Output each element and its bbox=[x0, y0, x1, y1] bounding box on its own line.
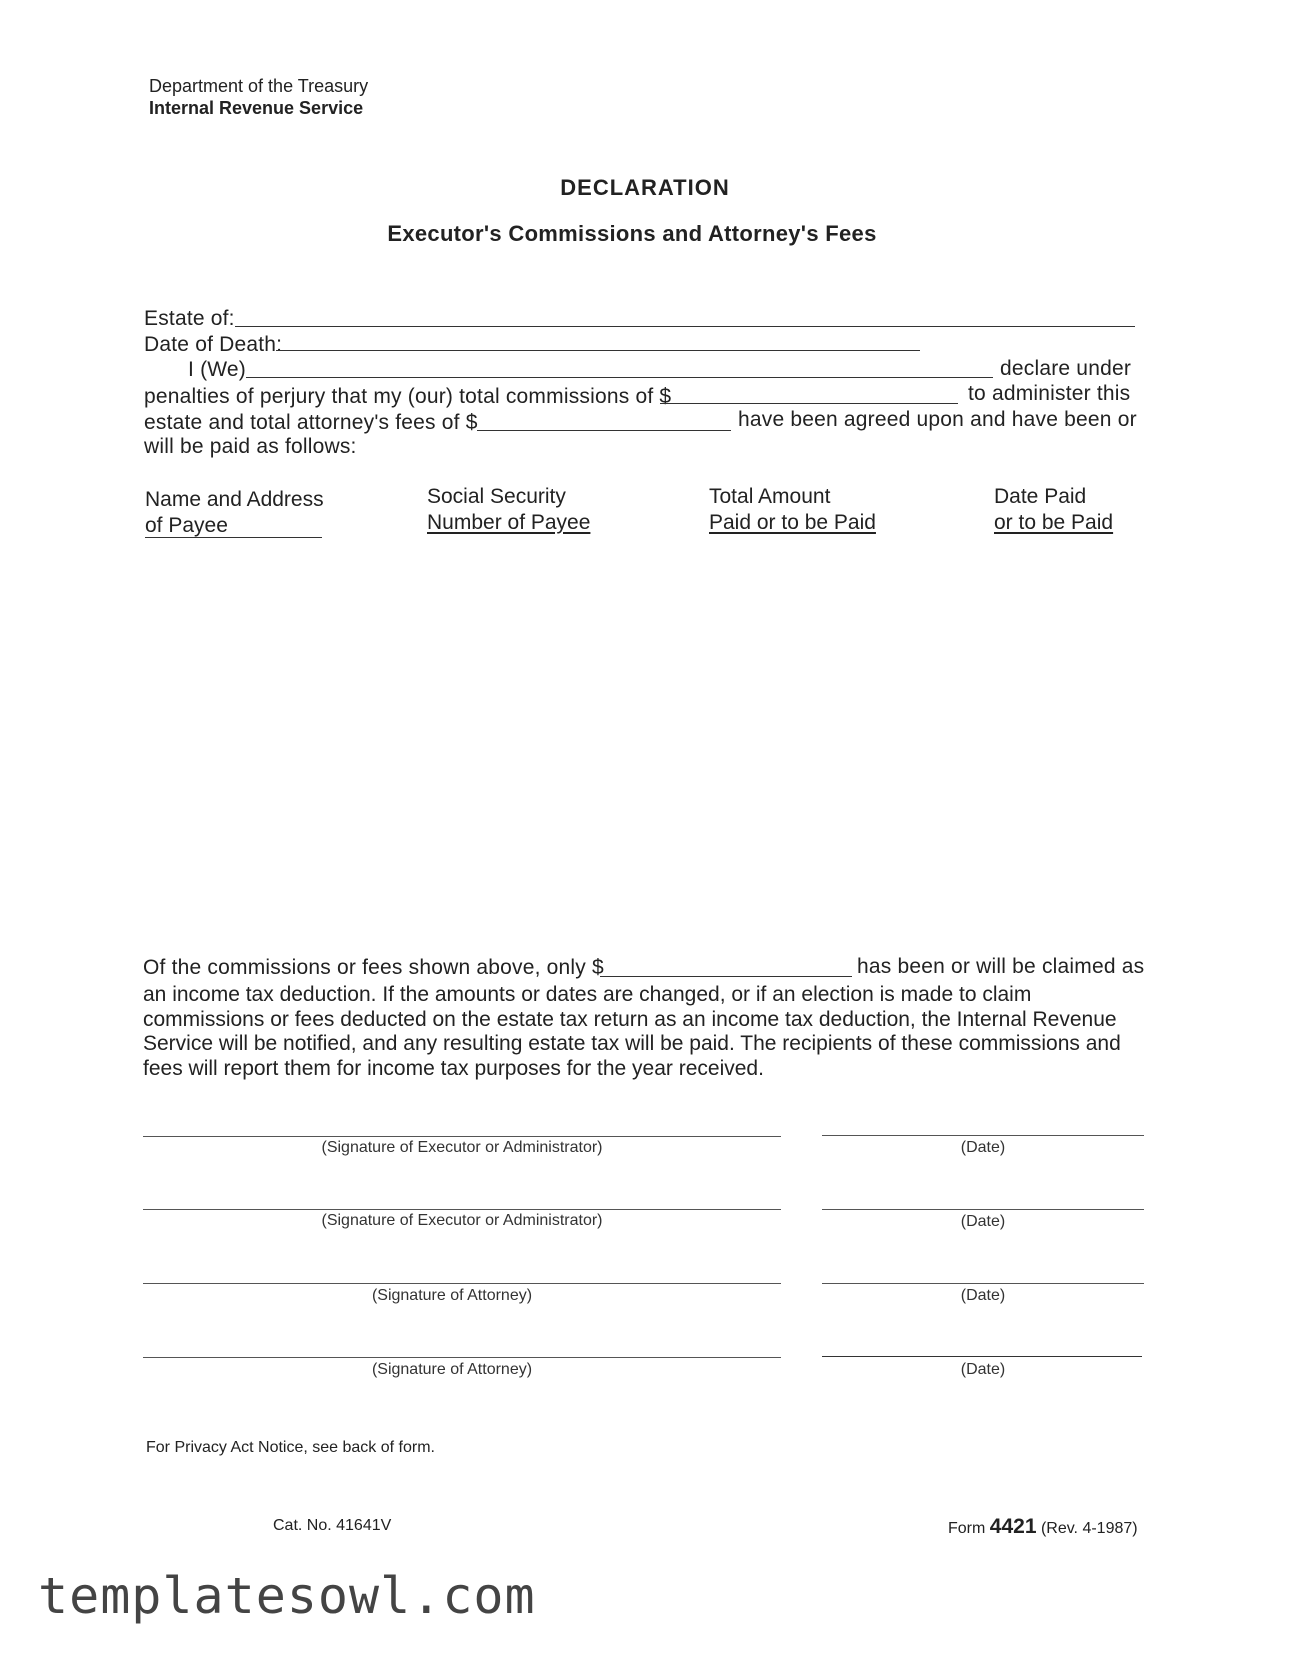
date-caption: (Date) bbox=[960, 1139, 1006, 1156]
signature-caption: (Signature of Attorney) bbox=[371, 1361, 533, 1378]
estate-of-label: Estate of: bbox=[144, 307, 235, 330]
claim-paragraph: an income tax deduction. If the amounts or dates are changed, or if an election is made to claim commissions or fees deducted on the estate tax return as an income tax deduction, the Internal Revenue Service will be notified, and any resulting estate tax will be paid. The recipients of these commissions and fees will report them for income tax purposes for the year received. bbox=[143, 983, 1121, 1080]
commissions-amount-field[interactable] bbox=[660, 403, 958, 404]
date-line-3[interactable] bbox=[822, 1283, 1144, 1284]
fees-suffix: have been agreed upon and have been or bbox=[738, 408, 1137, 431]
column-header-date: Date Paid or to be Paid bbox=[994, 485, 1114, 534]
date-of-death-field[interactable] bbox=[276, 350, 920, 351]
column-header-payee: Name and Address of Payee bbox=[145, 488, 324, 537]
estate-of-field[interactable] bbox=[235, 326, 1135, 327]
signature-caption: (Signature of Executor or Administrator) bbox=[321, 1139, 603, 1156]
claim-prefix: Of the commissions or fees shown above, only $ bbox=[143, 956, 604, 979]
form-title: DECLARATION bbox=[560, 175, 730, 200]
claim-amount-field[interactable] bbox=[600, 976, 852, 977]
date-caption: (Date) bbox=[960, 1287, 1006, 1304]
commissions-suffix: to administer this bbox=[968, 382, 1131, 405]
column-header-amount: Total Amount Paid or to be Paid bbox=[709, 485, 876, 534]
signature-caption: (Signature of Attorney) bbox=[371, 1287, 533, 1304]
paid-as-follows: will be paid as follows: bbox=[144, 435, 357, 458]
date-caption: (Date) bbox=[960, 1213, 1006, 1230]
privacy-notice: For Privacy Act Notice, see back of form. bbox=[146, 1439, 435, 1456]
payee-table-body[interactable] bbox=[144, 545, 1134, 945]
declarant-field[interactable] bbox=[246, 377, 993, 378]
department-name: Department of the Treasury bbox=[149, 76, 369, 96]
date-line-2[interactable] bbox=[822, 1209, 1144, 1210]
agency-name: Internal Revenue Service bbox=[149, 98, 364, 118]
form-number: Form 4421 (Rev. 4-1987) bbox=[948, 1515, 1138, 1538]
signature-caption: (Signature of Executor or Administrator) bbox=[321, 1212, 603, 1229]
date-line-4[interactable] bbox=[822, 1356, 1142, 1357]
declarant-suffix: declare under bbox=[1000, 357, 1132, 380]
date-caption: (Date) bbox=[960, 1361, 1006, 1378]
attorney-signature-line-1[interactable] bbox=[143, 1283, 781, 1284]
watermark: templatesowl.com bbox=[38, 1567, 536, 1625]
attorney-signature-line-2[interactable] bbox=[143, 1357, 781, 1358]
claim-suffix: has been or will be claimed as bbox=[857, 955, 1145, 978]
date-line-1[interactable] bbox=[822, 1135, 1144, 1136]
column-header-ssn: Social Security Number of Payee bbox=[427, 485, 591, 534]
attorney-fees-amount-field[interactable] bbox=[477, 430, 731, 431]
executor-signature-line-2[interactable] bbox=[143, 1209, 781, 1210]
declarant-prefix: I (We) bbox=[188, 358, 246, 381]
catalog-number: Cat. No. 41641V bbox=[273, 1517, 392, 1534]
executor-signature-line-1[interactable] bbox=[143, 1136, 781, 1137]
commissions-prefix: penalties of perjury that my (our) total commissions of $ bbox=[144, 385, 672, 408]
form-subtitle: Executor's Commissions and Attorney's Fees bbox=[387, 221, 877, 246]
date-of-death-label: Date of Death: bbox=[144, 333, 283, 356]
fees-prefix: estate and total attorney's fees of $ bbox=[144, 411, 478, 434]
